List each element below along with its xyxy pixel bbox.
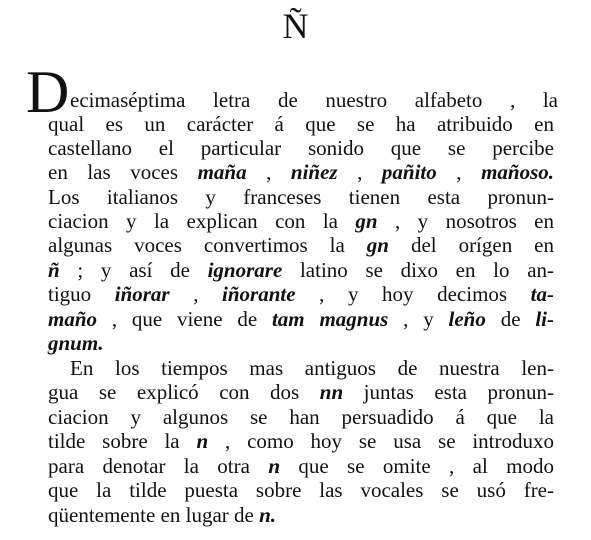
text-run: que la tilde puesta sobre las vocales se usó fre- bbox=[48, 478, 554, 502]
italic-word: niñez bbox=[290, 160, 338, 184]
text-run: qual es un carácter á que se ha atribuido en bbox=[48, 112, 554, 136]
text-run: ecimaséptima letra de nuestro alfabeto , la bbox=[70, 88, 558, 112]
italic-word: leño bbox=[448, 307, 486, 331]
text-run: tilde sobre la bbox=[48, 429, 197, 453]
letter-heading: Ñ bbox=[282, 6, 309, 46]
text-run: , bbox=[436, 160, 482, 184]
text-line bbox=[48, 209, 554, 233]
text-line bbox=[48, 429, 554, 453]
text-line bbox=[48, 185, 554, 209]
text-run: ciacion y algunos se han persuadido á que la bbox=[48, 405, 554, 429]
italic-word: pañito bbox=[381, 160, 437, 184]
italic-word: ñ bbox=[48, 258, 60, 282]
text-line bbox=[48, 160, 554, 184]
drop-cap: D bbox=[26, 59, 70, 125]
italic-word: n bbox=[268, 454, 280, 478]
italic-word: li- bbox=[535, 307, 554, 331]
text-run: En los tiempos mas antiguos de nuestra len- bbox=[70, 356, 554, 380]
text-line bbox=[48, 380, 554, 404]
text-run: , como hoy se usa se introduxo bbox=[208, 429, 555, 453]
text-run: qüentemente en lugar de bbox=[48, 503, 260, 527]
text-line bbox=[48, 282, 554, 306]
text-run: castellano el particular sonido que se percibe bbox=[48, 136, 554, 160]
italic-word: mañoso. bbox=[481, 160, 554, 184]
text-line bbox=[48, 478, 554, 502]
text-line bbox=[70, 356, 554, 380]
text-run: , y hoy decimos bbox=[295, 282, 531, 306]
text-line bbox=[70, 88, 558, 112]
text-run: , bbox=[169, 282, 223, 306]
text-line bbox=[48, 258, 554, 282]
text-line bbox=[48, 307, 554, 331]
italic-word: nn bbox=[319, 380, 344, 404]
italic-word: n bbox=[196, 429, 209, 453]
italic-word: gn bbox=[355, 209, 378, 233]
text-run: de bbox=[485, 307, 536, 331]
text-run: algunas voces convertimos la bbox=[48, 233, 367, 257]
italic-word: n. bbox=[259, 503, 277, 527]
italic-word: iñorante bbox=[222, 282, 296, 306]
text-run: , bbox=[246, 160, 291, 184]
text-run: Los italianos y franceses tienen esta pronun- bbox=[48, 185, 554, 209]
text-run: que se omite , al modo bbox=[280, 454, 554, 478]
text-run: tiguo bbox=[48, 282, 115, 306]
italic-word: gnum. bbox=[48, 331, 104, 355]
text-line bbox=[48, 136, 554, 160]
text-run: en las voces bbox=[48, 160, 198, 184]
text-run: juntas esta pronun- bbox=[343, 380, 555, 404]
text-run: para denotar la otra bbox=[48, 454, 269, 478]
text-run: , y bbox=[388, 307, 449, 331]
text-run: , que viene de bbox=[97, 307, 272, 331]
text-run: , bbox=[337, 160, 382, 184]
italic-word: iñorar bbox=[114, 282, 170, 306]
italic-word: ignorare bbox=[207, 258, 283, 282]
text-run: latino se dixo en lo an- bbox=[282, 258, 555, 282]
text-run: gua se explicó con dos bbox=[48, 380, 320, 404]
text-line bbox=[48, 503, 276, 527]
text-line bbox=[48, 454, 554, 478]
italic-word: tam magnus bbox=[271, 307, 389, 331]
text-run: ; y así de bbox=[59, 258, 208, 282]
text-run: del orígen en bbox=[388, 233, 555, 257]
italic-word: ta- bbox=[530, 282, 554, 306]
text-line bbox=[48, 233, 554, 257]
text-run: ciacion y la explican con la bbox=[48, 209, 356, 233]
text-line bbox=[48, 405, 554, 429]
italic-word: maño bbox=[48, 307, 98, 331]
text-line bbox=[48, 112, 554, 136]
italic-word: gn bbox=[366, 233, 389, 257]
italic-word: maña bbox=[197, 160, 247, 184]
text-run: , y nosotros en bbox=[377, 209, 554, 233]
text-line bbox=[48, 331, 103, 355]
